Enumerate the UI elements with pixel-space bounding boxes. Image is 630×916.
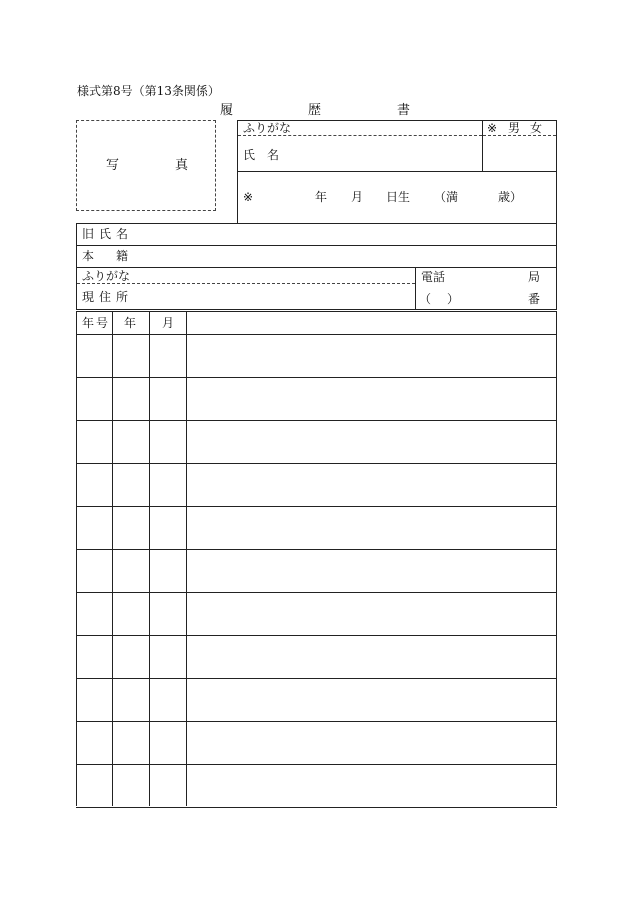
former-name-label-3: 名	[116, 227, 129, 241]
gender-female[interactable]: 女	[530, 121, 543, 135]
border	[76, 223, 557, 224]
former-name-label-1: 旧	[82, 227, 95, 241]
border	[76, 311, 77, 806]
address-furigana-label: ふりがな	[82, 269, 131, 283]
furigana-label: ふりがな	[243, 121, 292, 135]
gender-divider	[483, 135, 556, 136]
phone-paren-close: ）	[447, 292, 460, 306]
name-label-2: 名	[267, 148, 280, 162]
form-number: 様式第8号（第13条関係）	[77, 84, 220, 98]
history-header-era-2: 号	[96, 316, 109, 330]
border	[186, 311, 187, 806]
former-name-label-2: 氏	[99, 227, 112, 241]
phone-label: 電話	[421, 270, 446, 284]
history-header-year: 年	[124, 316, 137, 330]
gender-mark: ※	[487, 121, 498, 135]
address-label-1: 現	[82, 290, 95, 304]
border	[76, 223, 77, 310]
border	[415, 267, 416, 310]
border	[482, 120, 483, 171]
phone-number-label: 番	[528, 292, 541, 306]
border	[112, 311, 113, 806]
name-label-1: 氏	[243, 148, 256, 162]
age-close: 歳）	[498, 190, 523, 204]
border	[76, 267, 557, 268]
border	[76, 245, 557, 246]
gender-male[interactable]: 男	[508, 121, 521, 135]
domicile-label-2: 籍	[116, 249, 129, 263]
border	[76, 309, 557, 310]
photo-box	[76, 120, 216, 211]
address-furigana-divider	[77, 283, 415, 284]
photo-label-left: 写	[106, 158, 120, 173]
border	[149, 311, 150, 806]
birth-year: 年	[315, 190, 328, 204]
birth-month: 月	[351, 190, 364, 204]
border	[556, 311, 557, 806]
history-header-month: 月	[162, 316, 175, 330]
address-label-3: 所	[116, 290, 129, 304]
age-open: （満	[434, 190, 459, 204]
history-row-separator	[76, 807, 557, 808]
title-char-2: 歴	[308, 103, 322, 118]
domicile-label-1: 本	[82, 249, 95, 263]
history-header-era-1: 年	[82, 316, 95, 330]
furigana-divider	[238, 135, 482, 136]
border	[556, 223, 557, 310]
phone-exchange: 局	[528, 270, 541, 284]
border	[237, 171, 557, 172]
title-char-3: 書	[397, 103, 411, 118]
birth-day: 日生	[386, 190, 411, 204]
phone-paren-open: （	[419, 292, 432, 306]
title-char-1: 履	[220, 103, 234, 118]
address-label-2: 住	[99, 290, 112, 304]
birth-mark: ※	[243, 190, 254, 204]
name-field[interactable]	[290, 140, 478, 168]
photo-label-right: 真	[175, 158, 189, 173]
